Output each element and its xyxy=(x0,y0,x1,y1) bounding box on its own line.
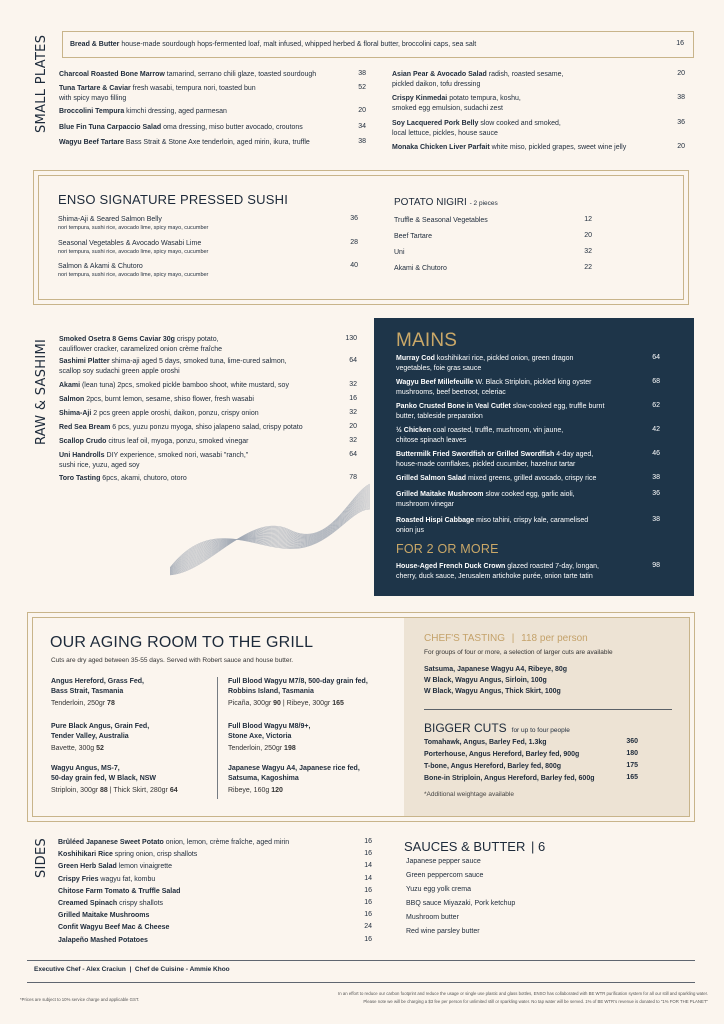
item-desc: potato tempura, koshu, xyxy=(447,95,521,102)
item-name: Seasonal Vegetables & Avocado Wasabi Lime xyxy=(58,240,202,247)
item-name: Charcoal Roasted Bone Marrow xyxy=(59,71,165,78)
small-plates-label: SMALL PLATES xyxy=(34,34,49,133)
item-desc-2: mushroom vinegar xyxy=(396,500,454,508)
item-desc-2: house-made cornflakes, pickled cucumber, hazelnut tartar xyxy=(396,460,576,468)
chefs-price: 118 per person xyxy=(521,633,588,644)
item-name: Buttermilk Fried Swordfish or Grilled Swordfish xyxy=(396,451,555,458)
item-price: 24 xyxy=(364,923,372,931)
menu-item xyxy=(58,838,358,848)
item-desc: fresh wasabi, tempura nori, toasted bun xyxy=(130,85,256,92)
item-name: Creamed Spinach xyxy=(58,900,118,907)
item-name: Chitose Farm Tomato & Truffle Salad xyxy=(58,887,181,895)
cut-origin: Japanese Wagyu A4, Japanese rice fed, xyxy=(228,765,360,772)
menu-item xyxy=(396,426,641,445)
item-name: Monaka Chicken Liver Parfait xyxy=(392,144,490,151)
cut-sep: | xyxy=(280,700,287,707)
menu-item xyxy=(396,378,641,397)
menu-item xyxy=(59,107,359,117)
menu-item xyxy=(58,936,358,946)
menu-item xyxy=(59,70,359,80)
bigger-note: for up to four people xyxy=(511,727,570,734)
sauces-title: SAUCES & BUTTER xyxy=(404,839,526,854)
menu-item xyxy=(59,138,359,148)
item-desc: 4-day aged, xyxy=(554,451,594,458)
item-desc: koshihikari rice, pickled onion, green dragon xyxy=(434,355,574,362)
tasting-item: W Black, Wagyu Angus, Thick Skirt, 100g xyxy=(424,688,561,695)
menu-item xyxy=(396,354,641,373)
item-name: Akami xyxy=(59,382,81,389)
nigiri-item: Uni xyxy=(394,249,405,256)
sushi-item xyxy=(58,262,328,279)
sides-label: SIDES xyxy=(34,837,49,878)
menu-item xyxy=(59,381,339,391)
bigger-item: T-bone, Angus Hereford, Barley fed, 800g xyxy=(424,763,562,770)
cut-price: 88 xyxy=(100,787,108,794)
item-price: 16 xyxy=(364,850,372,858)
item-price: 28 xyxy=(350,239,358,246)
menu-item xyxy=(58,899,358,909)
cut-origin-2: Robbins Island, Tasmania xyxy=(228,687,314,695)
item-name: Salmon & Akami & Chutoro xyxy=(58,263,143,270)
cut-price-2: 64 xyxy=(169,787,178,794)
menu-item xyxy=(58,911,358,921)
footer-rule-bottom xyxy=(27,982,695,983)
aging-title: OUR AGING ROOM TO THE GRILL xyxy=(50,634,314,651)
item-price: 42 xyxy=(652,426,660,433)
item-name: Sashimi Platter xyxy=(59,358,110,365)
cut-price: 52 xyxy=(96,745,104,752)
item-name: Confit Wagyu Beef Mac & Cheese xyxy=(58,924,170,932)
cut-origin-2: 50-day grain fed, W Black, NSW xyxy=(51,774,157,782)
item-name: Roasted Hispi Cabbage xyxy=(396,517,475,524)
item-name: Tuna Tartare & Caviar xyxy=(59,85,131,92)
cut-origin: Wagyu Angus, MS-7, xyxy=(51,765,120,772)
menu-item xyxy=(59,451,339,470)
cut-origin-2: Satsuma, Kagoshima xyxy=(228,774,299,782)
item-price: 34 xyxy=(358,123,366,130)
cut-name: Tenderloin, 250gr xyxy=(228,745,285,752)
item-desc-2: local lettuce, pickles, house sauce xyxy=(392,129,498,137)
item-price: 62 xyxy=(652,402,660,409)
item-name: Uni Handrolls xyxy=(59,452,105,459)
item-name: Crispy Fries xyxy=(58,875,99,883)
item-price: 38 xyxy=(677,94,685,101)
item-name: Blue Fin Tuna Carpaccio Salad xyxy=(59,124,162,131)
menu-item xyxy=(59,437,339,447)
item-name: Grilled Maitake Mushrooms xyxy=(58,912,150,920)
cut-name: Striploin, 300gr xyxy=(51,787,101,794)
cut-name-2: Ribeye, 300gr xyxy=(286,700,333,707)
item-name: Shima-Aji xyxy=(59,410,92,417)
chefs-rule xyxy=(424,709,672,710)
bigger-title-row xyxy=(424,721,570,735)
footer-chefs: Executive Chef - Alex Craciun | Chef de Cuisine - Ammie Khoo xyxy=(34,966,230,973)
sushi-item xyxy=(58,215,328,232)
nigiri-note: - 2 pieces xyxy=(469,200,498,207)
item-desc-2: smoked egg emulsion, sudachi zest xyxy=(392,104,503,112)
item-price: 16 xyxy=(349,395,357,402)
wave-line xyxy=(170,496,370,571)
item-price: 32 xyxy=(349,409,357,416)
for2-item: House-Aged French Duck Crown glazed roasted 7-day, longan, cherry, duck sauce, Jerusalem artichoke purée, onion tarte tatin xyxy=(396,563,599,580)
menu-item xyxy=(392,70,662,89)
nigiri-title: POTATO NIGIRI xyxy=(394,197,467,208)
item-price: 68 xyxy=(652,378,660,385)
item-price: 36 xyxy=(677,119,685,126)
item-desc-2: onion jus xyxy=(396,526,425,534)
item-desc: W. Black Striploin, pickled king oyster xyxy=(473,379,592,386)
cut-detail xyxy=(51,699,216,709)
bigger-item: Bone-in Striploin, Angus Hereford, Barley fed, 600g xyxy=(424,775,595,782)
item-desc: coal roasted, truffle, mushroom, vin jaune, xyxy=(431,427,564,434)
item-name: Asian Pear & Avocado Salad xyxy=(392,71,487,78)
item-price: 52 xyxy=(358,84,366,91)
item-price: 20 xyxy=(358,107,366,114)
menu-item xyxy=(392,119,662,138)
nigiri-item: Beef Tartare xyxy=(394,233,433,240)
menu-item xyxy=(58,862,358,872)
menu-item xyxy=(58,923,358,933)
item-desc: (lean tuna) 2pcs, smoked pickle bamboo shoot, white mustard, soy xyxy=(80,382,289,389)
aging-cut xyxy=(51,722,211,741)
item-price: 12 xyxy=(584,216,592,223)
item-desc-2: chitose spinach leaves xyxy=(396,436,467,444)
menu-item xyxy=(59,123,359,133)
cut-origin-2: Bass Strait, Tasmania xyxy=(51,687,124,695)
aging-cut xyxy=(51,764,211,783)
mains-title: MAINS xyxy=(396,330,458,351)
bigger-price: 165 xyxy=(626,774,638,781)
item-price: 22 xyxy=(584,264,592,271)
footer-rule-top xyxy=(27,960,695,961)
cut-detail xyxy=(228,786,398,796)
sauce-item: Japanese pepper sauce xyxy=(406,858,481,865)
item-desc: slow-cooked egg, truffle burnt xyxy=(510,403,605,410)
footer-water-1: In an effort to reduce our carbon footprint and reduce the usage or single use plastic and glass bottles, ENSO has collaborated with BE WTR purification system for all our still and sparkling water. xyxy=(338,991,708,996)
item-sub: nori tempura, sushi rice, avocado lime, spicy mayo, cucumber xyxy=(58,271,209,278)
bigger-price: 360 xyxy=(626,738,638,745)
item-desc: mixed greens, grilled avocado, crispy rice xyxy=(466,475,597,482)
bread-item: Bread & Butter house-made sourdough hops-fermented loaf, malt infused, whipped herbed & floral butter, broccolini caps, sea salt xyxy=(70,41,477,48)
item-desc: 2pcs, burnt lemon, sesame, shiso flower, fresh wasabi xyxy=(84,396,254,403)
menu-item xyxy=(58,887,358,897)
menu-item xyxy=(59,423,339,433)
menu-item xyxy=(59,357,339,376)
item-name: Red Sea Bream xyxy=(59,424,111,431)
item-price: 16 xyxy=(364,935,372,943)
item-desc: crispy potato, xyxy=(174,336,219,343)
nigiri-title-row xyxy=(394,197,498,208)
item-price: 32 xyxy=(584,248,592,255)
sauce-item: Mushroom butter xyxy=(406,914,459,921)
sauce-item: BBQ sauce Miyazaki, Pork ketchup xyxy=(406,900,516,907)
bigger-price: 175 xyxy=(626,762,638,769)
wave-decoration xyxy=(170,480,370,590)
item-price: 64 xyxy=(349,357,357,364)
item-price: 40 xyxy=(350,262,358,269)
item-desc: tamarind, serrano chili glaze, toasted sourdough xyxy=(164,71,317,78)
item-price: 38 xyxy=(652,516,660,523)
item-desc-2: vegetables, foie gras sauce xyxy=(396,364,482,372)
wave-line xyxy=(170,489,370,574)
item-name: Crispy Kinmedai xyxy=(392,95,448,102)
item-price: 14 xyxy=(364,862,372,870)
item-name: Smoked Osetra 8 Gems Caviar 30g xyxy=(59,336,175,343)
item-desc: DIY experience, smoked nori, wasabi "ranch," xyxy=(104,452,249,459)
item-desc: crispy shallots xyxy=(117,900,164,907)
item-price: 16 xyxy=(364,838,372,845)
menu-item xyxy=(58,850,358,860)
for2-title: FOR 2 OR MORE xyxy=(396,542,499,556)
cut-sep: | xyxy=(107,787,114,794)
aging-cut xyxy=(51,677,211,696)
item-name: Broccolini Tempura xyxy=(59,108,125,115)
item-desc-2: cauliflower cracker, caramelized onion crème fraîche xyxy=(59,345,223,353)
wave-line xyxy=(170,494,370,572)
cut-price: 90 xyxy=(273,700,281,707)
menu-item xyxy=(396,490,641,509)
cut-price: 78 xyxy=(107,700,115,707)
nigiri-item: Truffle & Seasonal Vegetables xyxy=(394,217,488,224)
cut-origin: Full Blood Wagyu M8/9+, xyxy=(228,723,311,730)
item-desc: shima-aji aged 5 days, smoked tuna, lime-cured salmon, xyxy=(109,358,287,365)
item-price: 16 xyxy=(364,911,372,919)
bigger-item: Tomahawk, Angus, Barley Fed, 1.3kg xyxy=(424,739,547,746)
cut-origin-2: Stone Axe, Victoria xyxy=(228,732,292,740)
aging-intro: Cuts are dry aged between 35-55 days. Served with Robert sauce and house butter. xyxy=(51,657,294,664)
menu-item xyxy=(59,409,339,419)
menu-item xyxy=(396,516,641,535)
cut-name-2: Thick Skirt, 280gr xyxy=(113,787,170,794)
cut-name: Tenderloin, 250gr xyxy=(51,700,108,707)
menu-item xyxy=(396,450,641,469)
item-name: Toro Tasting xyxy=(59,475,101,482)
chefs-title-row xyxy=(424,633,588,644)
sushi-item xyxy=(58,239,328,256)
menu-item xyxy=(392,94,662,113)
menu-item xyxy=(396,402,641,421)
item-price: 20 xyxy=(584,232,592,239)
item-name: Grilled Maitake Mushroom xyxy=(396,491,484,498)
wave-line xyxy=(170,503,370,569)
bigger-item: Porterhouse, Angus Hereford, Barley fed, 900g xyxy=(424,751,580,758)
chefs-note: For groups of four or more, a selection of larger cuts are available xyxy=(424,649,613,656)
menu-item xyxy=(59,395,339,405)
bigger-title: BIGGER CUTS xyxy=(424,721,507,735)
menu-item xyxy=(392,143,662,153)
item-price: 46 xyxy=(652,450,660,457)
item-desc: lemon vinaigrette xyxy=(116,863,173,871)
item-desc: onion, lemon, crème fraîche, aged mirin xyxy=(163,839,290,846)
item-desc: slow cooked and smoked, xyxy=(478,120,561,127)
item-price: 38 xyxy=(358,138,366,145)
chefs-panel xyxy=(404,618,689,816)
item-desc: oma dressing, miso butter avocado, croutons xyxy=(161,124,303,131)
sauce-item: Yuzu egg yolk crema xyxy=(406,886,471,893)
for2-price: 98 xyxy=(652,562,660,569)
item-desc: 2 pcs green apple oroshi, daikon, ponzu, crispy onion xyxy=(91,410,259,417)
cut-price: 198 xyxy=(284,745,296,752)
cut-detail xyxy=(51,744,216,754)
item-name: Panko Crusted Bone in Veal Cutlet xyxy=(396,403,511,410)
menu-item xyxy=(396,474,641,484)
item-desc: miso tahini, crispy kale, caramelised xyxy=(474,517,589,524)
chefs-title: CHEF'S TASTING xyxy=(424,633,505,644)
raw-sashimi-label: RAW & SASHIMI xyxy=(34,338,49,445)
cut-origin: Angus Hereford, Grass Fed, xyxy=(51,678,144,685)
bread-price: 16 xyxy=(676,40,684,47)
cut-origin: Pure Black Angus, Grain Fed, xyxy=(51,723,150,730)
item-desc-2: with spicy mayo filling xyxy=(59,94,127,102)
menu-item xyxy=(59,335,339,354)
sauces-title-row xyxy=(404,839,545,854)
item-name: Scallop Crudo xyxy=(59,438,107,445)
cut-origin-2: Tender Valley, Australia xyxy=(51,732,129,740)
item-name: Brûléed Japanese Sweet Potato xyxy=(58,839,164,846)
aging-cut xyxy=(228,764,398,783)
item-desc: white miso, pickled grapes, sweet wine jelly xyxy=(489,144,627,151)
item-desc: slow cooked egg, garlic aioli, xyxy=(483,491,575,498)
item-desc-2: sushi rice, yuzu, aged soy xyxy=(59,461,140,469)
item-price: 38 xyxy=(358,70,366,77)
item-desc: 6pcs, akami, chutoro, otoro xyxy=(100,475,187,482)
cut-name: Ribeye, 160g xyxy=(228,787,272,794)
aging-cut xyxy=(228,722,398,741)
item-desc: wagyu fat, kombu xyxy=(98,875,156,883)
item-price: 20 xyxy=(677,143,685,150)
item-name: Soy Lacquered Pork Belly xyxy=(392,120,479,127)
chefs-sep: | xyxy=(511,633,515,644)
item-price: 64 xyxy=(349,451,357,458)
item-name: Jalapeño Mashed Potatoes xyxy=(58,936,148,944)
tasting-item: W Black, Wagyu Angus, Sirloin, 100g xyxy=(424,677,547,684)
sauce-item: Red wine parsley butter xyxy=(406,928,480,935)
item-sub: nori tempura, sushi rice, avocado lime, spicy mayo, cucumber xyxy=(58,224,209,231)
cut-name: Picaña, 300gr xyxy=(228,700,274,707)
item-desc-2: scallop soy sudachi green apple oroshi xyxy=(59,367,180,375)
cut-origin: Full Blood Wagyu M7/8, 500-day grain fed, xyxy=(228,678,368,685)
cut-detail xyxy=(51,786,216,796)
item-desc: radish, roasted sesame, xyxy=(486,71,564,78)
item-price: 36 xyxy=(350,215,358,222)
item-price: 14 xyxy=(364,874,372,882)
cut-detail xyxy=(228,744,398,754)
item-name: Salmon xyxy=(59,396,85,403)
tasting-item: Satsuma, Japanese Wagyu A4, Ribeye, 80g xyxy=(424,666,568,673)
item-desc-2: pickled daikon, tofu dressing xyxy=(392,80,481,88)
menu-item xyxy=(59,84,359,103)
bigger-footnote: *Additional weightage available xyxy=(424,791,514,798)
footer-water-2: Please note we will be charging a $3 fee per person for unlimited still or sparkling water. No tap water will be served. 1% of BE WTR's revenue is donated to "1% FOR THE PLANET" xyxy=(363,999,708,1004)
cut-price-2: 165 xyxy=(332,700,344,707)
item-price: 130 xyxy=(345,335,357,342)
aging-divider xyxy=(217,677,218,799)
nigiri-item: Akami & Chutoro xyxy=(394,265,447,272)
item-name: Wagyu Beef Tartare xyxy=(59,139,124,146)
sauce-item: Green peppercorn sauce xyxy=(406,872,484,879)
item-price: 20 xyxy=(349,423,357,430)
item-desc: kimchi dressing, aged parmesan xyxy=(124,108,227,115)
sushi-title: ENSO SIGNATURE PRESSED SUSHI xyxy=(58,192,289,207)
item-desc-2: mushrooms, beef beetroot, celeriac xyxy=(396,388,506,396)
item-name: ½ Chicken xyxy=(396,427,432,434)
item-name: Grilled Salmon Salad xyxy=(396,475,467,482)
wave-line xyxy=(170,487,370,574)
item-desc: citrus leaf oil, myoga, ponzu, smoked vinegar xyxy=(106,438,249,445)
item-price: 32 xyxy=(349,381,357,388)
item-price: 16 xyxy=(364,899,372,906)
menu-item xyxy=(58,875,358,885)
item-desc: 6 pcs, yuzu ponzu myoga, shiso jalapeno salad, crispy potato xyxy=(110,424,303,431)
item-desc-2: butter, tableside preparation xyxy=(396,412,483,420)
item-price: 38 xyxy=(652,474,660,481)
sauces-price: | 6 xyxy=(530,839,546,854)
cut-price: 120 xyxy=(271,787,283,794)
cut-detail xyxy=(228,699,398,709)
item-desc: Bass Strait & Stone Axe tenderloin, aged mirin, ikura, truffle xyxy=(123,139,310,146)
item-price: 32 xyxy=(349,437,357,444)
item-desc: spring onion, crisp shallots xyxy=(112,851,198,859)
item-sub: nori tempura, sushi rice, avocado lime, spicy mayo, cucumber xyxy=(58,248,209,255)
item-name: Koshihikari Rice xyxy=(58,851,113,859)
item-price: 16 xyxy=(364,886,372,894)
footer-gst: *Prices are subject to 10% service charge and applicable GST. xyxy=(20,997,140,1002)
cut-name: Bavette, 300g xyxy=(51,745,97,752)
item-name: Shima-Aji & Seared Salmon Belly xyxy=(58,216,162,223)
item-price: 36 xyxy=(652,490,660,497)
aging-cut xyxy=(228,677,398,696)
item-price: 78 xyxy=(349,474,357,481)
item-name: Murray Cod xyxy=(396,355,435,362)
item-name: Wagyu Beef Millefeuille xyxy=(396,379,474,386)
item-name: Green Herb Salad xyxy=(58,863,117,871)
item-price: 20 xyxy=(677,70,685,77)
item-price: 64 xyxy=(652,354,660,361)
bigger-price: 180 xyxy=(626,750,638,757)
